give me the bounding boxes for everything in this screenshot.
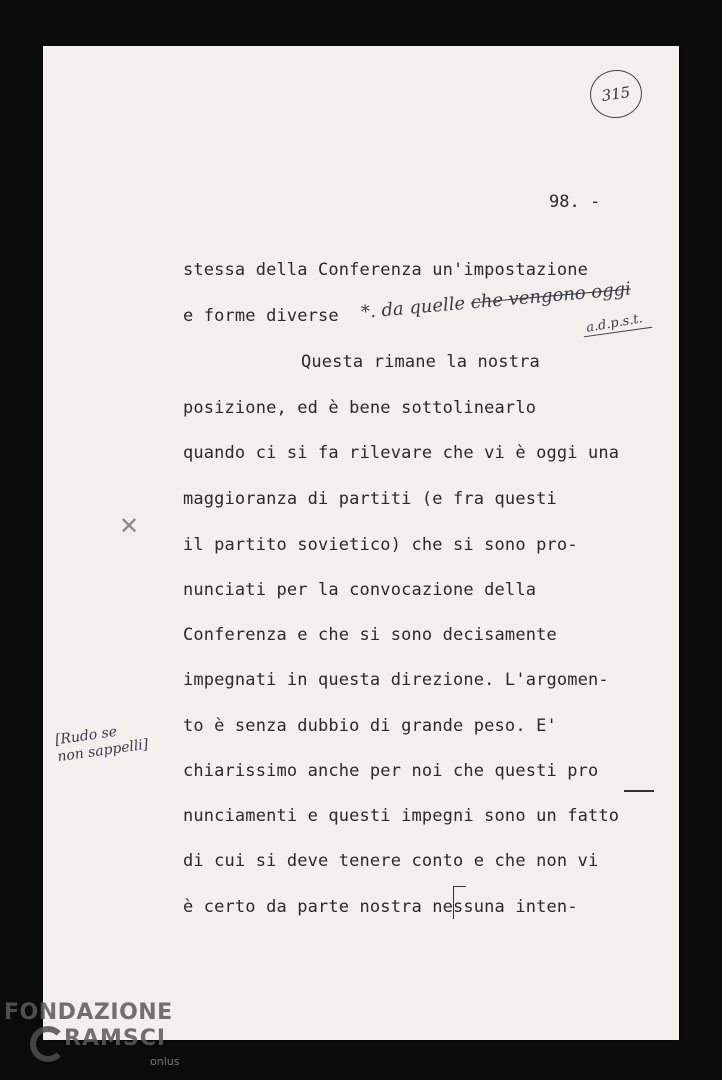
text-line: nunciamenti e questi impegni sono un fatto (183, 806, 620, 826)
inserted-text: da quelle (380, 292, 466, 322)
watermark-suffix: onlus (150, 1055, 180, 1068)
text-line: il partito sovietico) che si sono pro- (183, 535, 578, 555)
handwritten-underline (624, 790, 654, 792)
watermark-g-icon (30, 1026, 66, 1062)
archive-number-stamp: 315 (587, 67, 645, 122)
text-line: e forme diverse (183, 306, 339, 326)
text-line: impegnati in questa direzione. L'argomen- (183, 670, 609, 690)
text-line: Questa rimane la nostra (301, 352, 540, 372)
text-line: chiarissimo anche per noi che questi pro (183, 761, 599, 781)
watermark-line2: RAMSCI (64, 1026, 167, 1051)
text-line: Conferenza e che si sono decisamente (183, 625, 557, 645)
text-line: è certo da parte nostra nessuna inten- (183, 897, 578, 917)
handwritten-margin-note: [Rudo se non sappelli] (54, 723, 150, 766)
text-line: stessa della Conferenza un'impostazione (183, 260, 589, 280)
archive-watermark-logo (4, 1000, 204, 1076)
watermark-line1: FONDAZIONE (4, 1000, 173, 1025)
insertion-caret-mark (453, 886, 466, 919)
handwritten-initials: a.d.p.s.t. (585, 311, 644, 336)
text-line: di cui si deve tenere conto e che non vi (183, 851, 599, 871)
text-line: nunciati per la convocazione della (183, 580, 537, 600)
page-number: 98. - (549, 192, 601, 212)
margin-cross-mark: ✕ (119, 512, 140, 540)
insert-marker: *. (360, 300, 377, 323)
text-line: posizione, ed è bene sottolinearlo (183, 398, 537, 418)
text-line: quando ci si fa rilevare che vi è oggi una (183, 443, 620, 463)
text-line: to è senza dubbio di grande peso. E' (183, 716, 557, 736)
text-line: maggioranza di partiti (e fra questi (183, 489, 557, 509)
struck-text: che vengono oggi (469, 278, 632, 314)
